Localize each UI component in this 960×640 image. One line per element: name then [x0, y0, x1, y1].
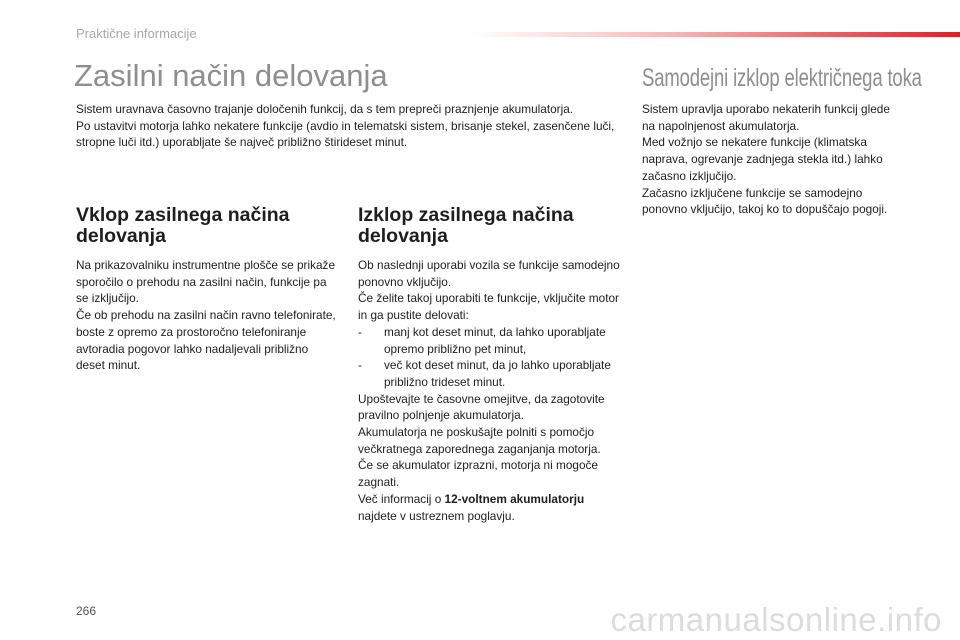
section-heading: Vklop zasilnega načina delovanja: [76, 204, 290, 247]
dash-bullet: -: [358, 324, 362, 339]
section-disable-emergency-mode: [358, 205, 624, 524]
list-item: [358, 357, 624, 390]
more-info-text-end: najdete v ustreznem poglavju.: [358, 508, 515, 523]
main-title: Zasilni način delovanja: [74, 58, 388, 93]
list-item-text: manj kot deset minut, da lahko uporabljate opremo približno pet minut,: [384, 324, 606, 356]
list-item: [358, 324, 624, 357]
paragraph: Če ob prehodu na zasilni način ravno telefonirate, boste z opremo za prostoročno telefoniranje avtoradia pogovor lahko nadaljevali približno deset minut.: [76, 308, 336, 373]
paragraph: Če se akumulator izprazni, motorja ni mogoče zagnati.: [358, 458, 598, 490]
paragraph: Sistem upravlja uporabo nekaterih funkcij glede na napolnjenost akumulatorja.: [642, 102, 890, 133]
paragraph: Če želite takoj uporabiti te funkcije, vključite motor in ga pustite delovati:: [358, 291, 619, 323]
paragraph: Upoštevajte te časovne omejitve, da zagotovite pravilno polnjenje akumulatorja.: [358, 391, 605, 423]
page-number: 266: [76, 604, 97, 618]
watermark: carmanualsonline.info: [610, 601, 942, 638]
more-info-text: Več informacij o: [358, 491, 445, 506]
section-header: Praktične informacije: [76, 26, 197, 41]
intro-paragraph-1: Sistem uravnava časovno trajanje določenih funkcij, da s tem prepreči praznjenje akumulatorja.: [76, 102, 574, 116]
paragraph: Začasno izključene funkcije se samodejno ponovno vključijo, takoj ko to dopuščajo pogoji.: [642, 185, 888, 217]
paragraph: Ob naslednji uporabi vozila se funkcije samodejno ponovno vključijo.: [358, 258, 620, 289]
header-accent-bar: [470, 32, 960, 37]
intro-paragraph-2: Po ustavitvi motorja lahko nekatere funkcije (avdio in telematski sistem, brisanje stekel, zasenčene luči, stropne luči itd.) uporabljate še največ približno štirideset minut.: [76, 118, 615, 150]
intro-text: [76, 101, 621, 151]
paragraph: Akumulatorja ne poskušajte polniti s pomočjo večkratnega zaporednega zaganjanja motorja.: [358, 425, 601, 456]
paragraph: Med vožnjo se nekatere funkcije (klimatska naprava, ogrevanje zadnjega stekla itd.) lahko začasno izključijo.: [642, 135, 883, 183]
list-item-text: več kot deset minut, da jo lahko uporabljate približno trideset minut.: [384, 358, 611, 389]
section-enable-emergency-mode: [76, 205, 338, 374]
dash-bullet: -: [358, 358, 362, 373]
side-title: Samodejni izklop električnega toka: [642, 64, 922, 92]
section-heading: Izklop zasilnega načina delovanja: [358, 204, 574, 247]
paragraph: Na prikazovalniku instrumentne plošče se prikaže sporočilo o prehodu na zasilni način, funkcije pa se izključijo.: [76, 258, 336, 306]
battery-reference: 12-voltnem akumulatorju: [444, 491, 585, 506]
paragraph-more-info: [358, 491, 624, 524]
section-auto-power-cutoff: [642, 101, 904, 218]
